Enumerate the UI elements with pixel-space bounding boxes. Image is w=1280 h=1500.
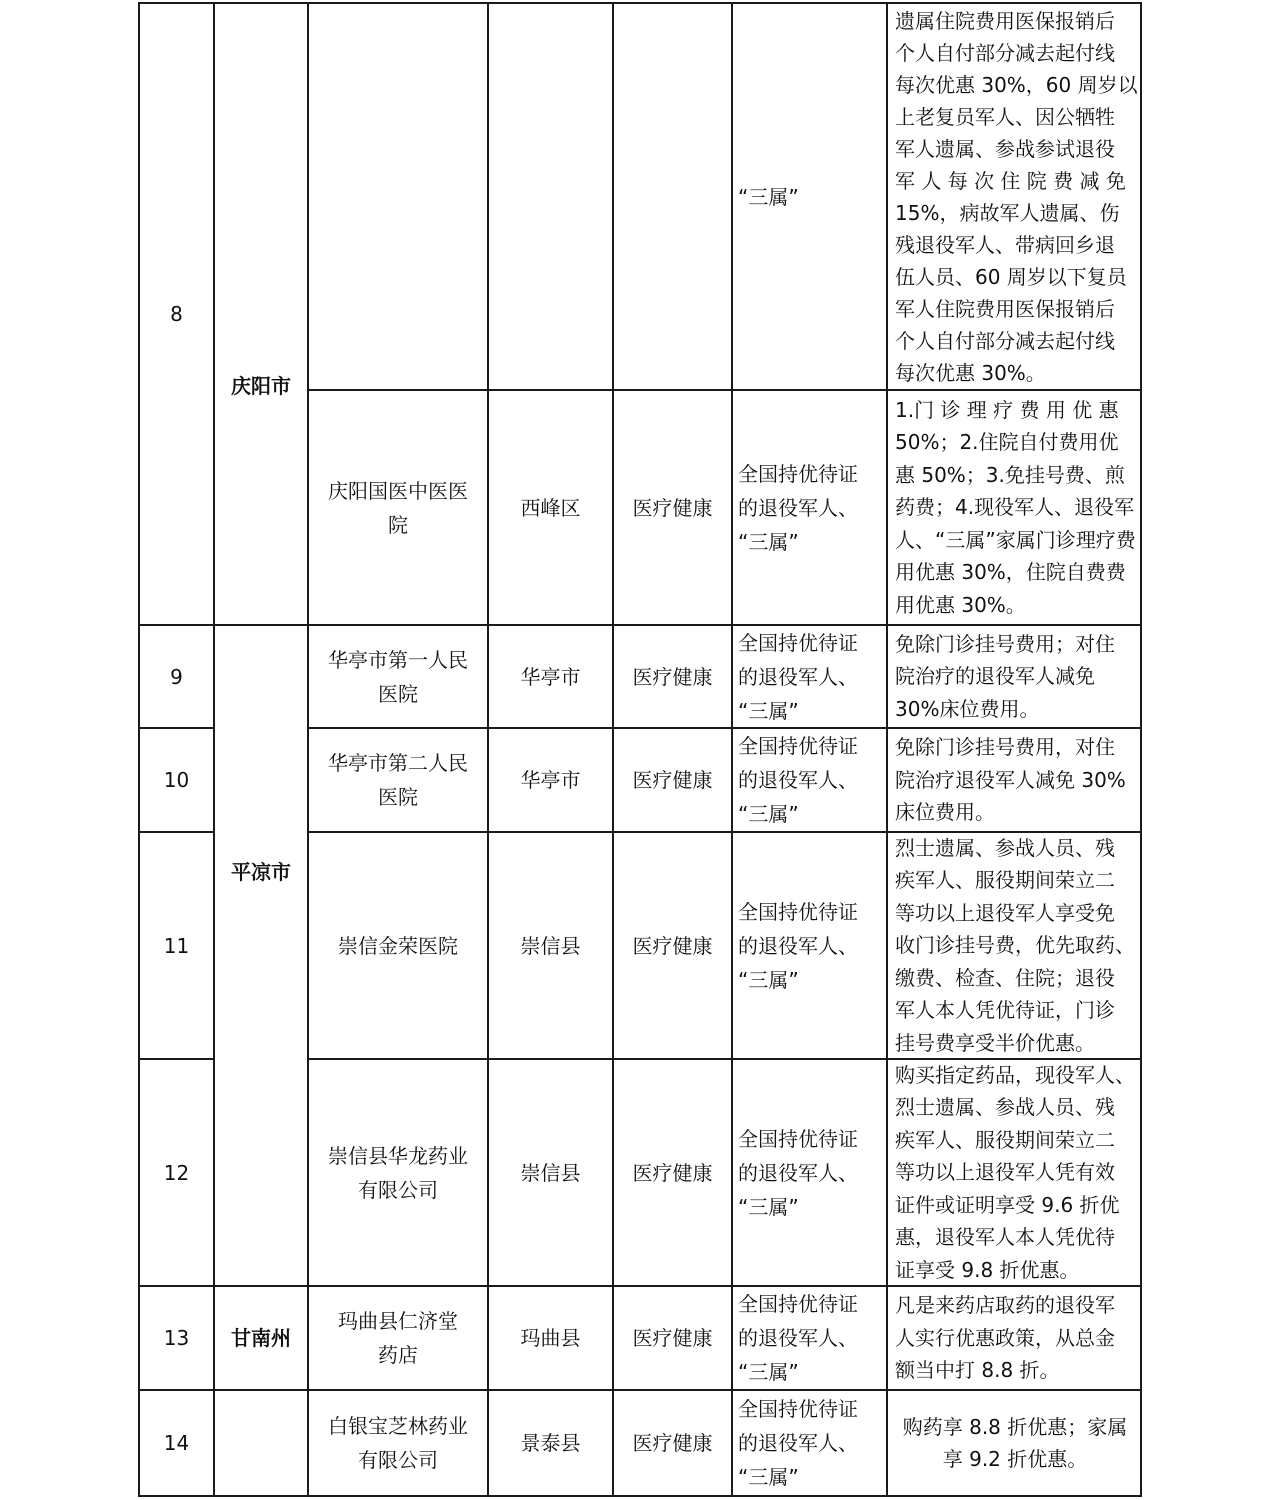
target-group-line: “三属”	[738, 1194, 799, 1219]
target-group-line: 的退役军人、	[738, 1431, 858, 1455]
target-group	[732, 3, 887, 390]
description-line: 军人遗属、参战参试退役	[895, 136, 1115, 161]
benefit-description	[895, 625, 1135, 728]
district: 玛曲县	[520, 1326, 581, 1350]
description-line: 军人本人凭优待证，门诊	[895, 998, 1115, 1023]
district: 景泰县	[520, 1431, 581, 1455]
target-group-line: “三属”	[738, 1465, 799, 1489]
description-line: 上老复员军人、因公牺牲	[895, 104, 1115, 129]
org-name	[308, 1286, 488, 1390]
target-group	[732, 390, 887, 625]
description-line: 惠 50%；3.免挂号费、煎	[895, 462, 1125, 487]
row-number: 11	[163, 933, 190, 958]
target-group-line: 全国持优待证	[738, 1126, 858, 1151]
description-line: 享 9.2 折优惠。	[942, 1447, 1088, 1471]
description-line: 疾军人、服役期间荣立二	[895, 868, 1115, 893]
description-line: 证享受 9.8 折优惠。	[895, 1257, 1080, 1282]
benefit-description	[895, 1059, 1135, 1286]
benefit-description	[895, 1390, 1135, 1496]
target-group-line: 全国持优待证	[738, 1292, 858, 1316]
description-line: 个人自付部分减去起付线	[895, 40, 1115, 65]
description-line: 挂号费享受半价优惠。	[895, 1030, 1095, 1055]
description-line: 军 人 每 次 住 院 费 减 免	[895, 168, 1126, 193]
description-line: 疾军人、服役期间荣立二	[895, 1127, 1115, 1152]
district: 崇信县	[520, 1160, 581, 1185]
description-line: 等功以上退役军人凭有效	[895, 1160, 1115, 1185]
benefit-description	[895, 3, 1138, 390]
org-name	[308, 728, 488, 832]
description-line: 遗属住院费用医保报销后	[895, 8, 1115, 33]
description-line: 烈士遗属、参战人员、残	[895, 1095, 1115, 1120]
description-line: 收门诊挂号费，优先取药、	[895, 933, 1135, 958]
description-line: 30%床位费用。	[895, 696, 1040, 721]
description-line: 额当中打 8.8 折。	[895, 1358, 1060, 1383]
target-group-line: 的退役军人、	[738, 933, 858, 958]
target-group	[732, 1286, 887, 1390]
description-line: 院治疗退役军人减免 30%	[895, 767, 1126, 792]
category: 医疗健康	[632, 933, 713, 958]
category: 医疗健康	[632, 664, 713, 689]
district: 崇信县	[520, 933, 581, 958]
description-line: 床位费用。	[895, 800, 995, 825]
target-group-line: 全国持优待证	[738, 630, 858, 655]
description-line: 购买指定药品，现役军人、	[895, 1062, 1135, 1087]
target-group-line: 的退役军人、	[738, 768, 858, 792]
target-group-line: “三属”	[738, 967, 799, 992]
description-line: 药费；4.现役军人、退役军	[895, 495, 1135, 520]
row-number: 8	[170, 302, 183, 326]
target-group	[732, 1390, 887, 1496]
description-line: 免除门诊挂号费用；对住	[895, 631, 1115, 656]
description-line: 1.门 诊 理 疗 费 用 优 惠	[895, 397, 1119, 422]
city-name: 甘南州	[231, 1326, 291, 1350]
org-name-line: 玛曲县仁济堂	[338, 1309, 458, 1333]
org-name-line: 药店	[378, 1343, 418, 1367]
description-line: 个人自付部分减去起付线	[895, 328, 1115, 353]
description-line: 惠，退役军人本人凭优待	[895, 1225, 1115, 1250]
target-group-line: 全国持优待证	[738, 461, 858, 486]
district: 华亭市	[520, 768, 581, 792]
target-group-line: 全国持优待证	[738, 899, 858, 924]
description-line: 用优惠 30%，住院自费费	[895, 560, 1126, 585]
org-name-line: 崇信县华龙药业	[328, 1143, 468, 1168]
description-line: 人、“三属”家属门诊理疗费	[895, 527, 1136, 552]
org-name-line: 有限公司	[358, 1448, 438, 1472]
target-group-line: “三属”	[738, 1360, 799, 1384]
target-group-line: “三属”	[738, 802, 799, 826]
org-name-line: 庆阳国医中医医	[328, 478, 468, 503]
row-number: 14	[163, 1431, 190, 1455]
target-group	[732, 832, 887, 1059]
category: 医疗健康	[632, 495, 713, 520]
category: 医疗健康	[632, 1160, 713, 1185]
description-line: 烈士遗属、参战人员、残	[895, 835, 1115, 860]
org-name-line: 崇信金荣医院	[338, 933, 458, 958]
description-line: 每次优惠 30%，60 周岁以	[895, 72, 1138, 97]
org-name-line: 院	[388, 512, 408, 537]
city-name: 庆阳市	[231, 374, 291, 398]
category: 医疗健康	[632, 1326, 713, 1350]
org-name-line: 华亭市第一人民	[328, 647, 468, 672]
benefit-description	[895, 390, 1135, 625]
target-group	[732, 1059, 887, 1286]
target-group	[732, 625, 887, 728]
benefit-description	[895, 1286, 1135, 1390]
description-line: 用优惠 30%。	[895, 592, 1026, 617]
org-name-line: 医院	[378, 681, 418, 706]
benefit-description	[895, 728, 1135, 832]
description-line: 购药享 8.8 折优惠；家属	[902, 1414, 1128, 1439]
org-name-line: 华亭市第二人民	[328, 751, 468, 775]
org-name	[308, 625, 488, 728]
description-line: 人实行优惠政策，从总金	[895, 1325, 1115, 1350]
col-border	[1140, 3, 1142, 1496]
description-line: 50%；2.住院自付费用优	[895, 430, 1119, 455]
org-name	[308, 832, 488, 1059]
description-line: 等功以上退役军人享受免	[895, 900, 1115, 925]
target-group-line: 的退役军人、	[738, 1326, 858, 1350]
description-line: 每次优惠 30%。	[895, 360, 1046, 385]
target-group-line: “三属”	[738, 698, 799, 723]
org-name	[308, 1390, 488, 1496]
org-name-line: 医院	[378, 785, 418, 809]
description-line: 缴费、检查、住院；退役	[895, 965, 1115, 990]
row-number: 13	[163, 1326, 190, 1350]
category: 医疗健康	[632, 1431, 713, 1455]
description-line: 残退役军人、带病回乡退	[895, 232, 1115, 257]
description-line: 凡是来药店取药的退役军	[895, 1293, 1115, 1318]
row-number: 10	[163, 768, 190, 792]
target-group-line: 的退役军人、	[738, 1160, 858, 1185]
target-group-line: 的退役军人、	[738, 664, 858, 689]
org-name	[308, 1059, 488, 1286]
city-name: 平凉市	[231, 860, 291, 884]
target-group-line: “三属”	[738, 184, 799, 209]
target-group	[732, 728, 887, 832]
description-line: 证件或证明享受 9.6 折优	[895, 1192, 1120, 1217]
district: 华亭市	[520, 664, 581, 689]
org-name-line: 白银宝芝林药业	[328, 1414, 468, 1438]
row-number: 9	[170, 664, 183, 689]
target-group-line: 的退役军人、	[738, 495, 858, 520]
description-line: 伍人员、60 周岁以下复员	[895, 264, 1127, 289]
description-line: 军人住院费用医保报销后	[895, 296, 1115, 321]
target-group-line: “三属”	[738, 529, 799, 554]
description-line: 15%，病故军人遗属、伤	[895, 200, 1120, 225]
org-name-line: 有限公司	[358, 1177, 438, 1202]
description-line: 免除门诊挂号费用，对住	[895, 735, 1115, 760]
district: 西峰区	[520, 495, 581, 520]
target-group-line: 全国持优待证	[738, 734, 858, 758]
row-number: 12	[163, 1160, 190, 1185]
target-group-line: 全国持优待证	[738, 1397, 858, 1421]
description-line: 院治疗的退役军人减免	[895, 664, 1095, 689]
org-name	[308, 390, 488, 625]
category: 医疗健康	[632, 768, 713, 792]
benefit-description	[895, 832, 1135, 1059]
